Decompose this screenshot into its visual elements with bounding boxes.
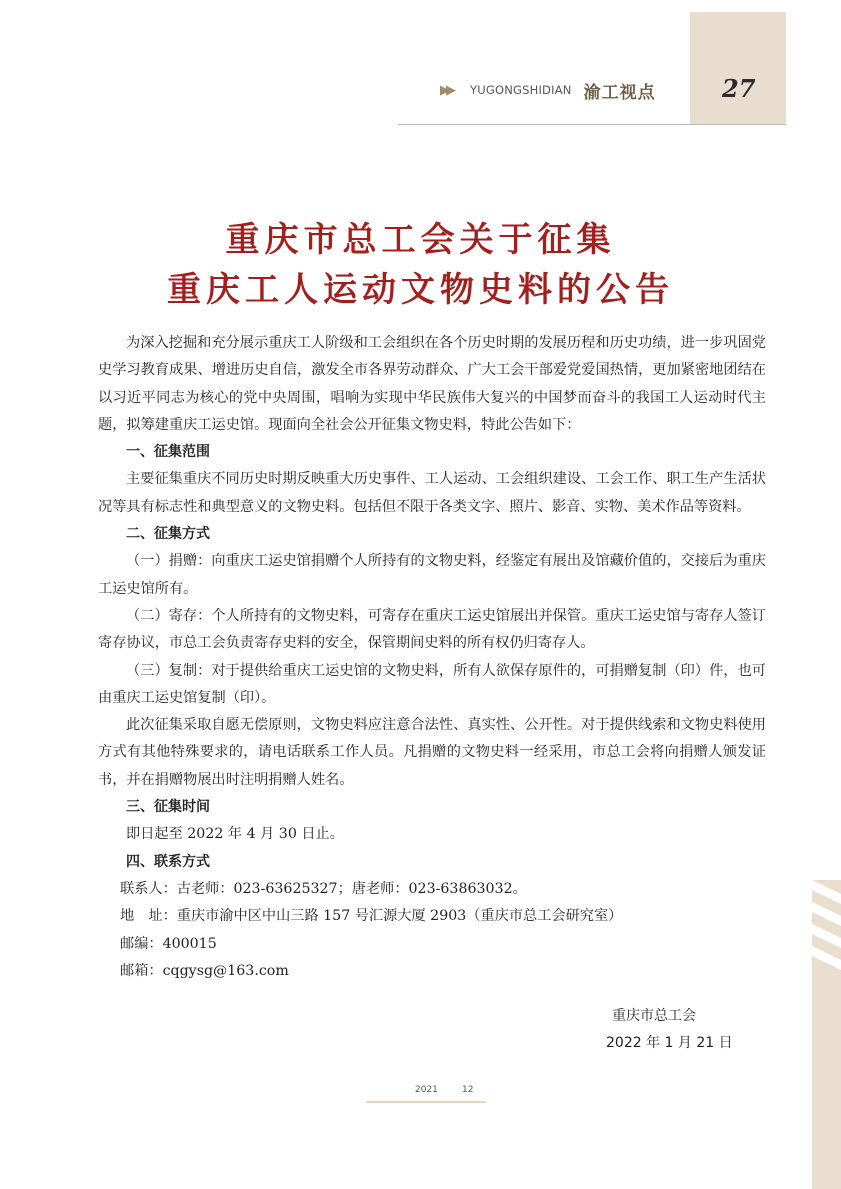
- section-heading: 三、征集时间: [126, 799, 210, 816]
- page-number: 27: [722, 74, 756, 103]
- decorative-stripes: [812, 880, 841, 1189]
- signature-organization: 重庆市总工会: [612, 1008, 696, 1024]
- intro-paragraph: 为深入挖掘和充分展示重庆工人阶级和工会组织在各个历史时期的发展历程和历史功绩，进一步巩固党史学习教育成果、增进历史自信，激发全市各界劳动群众、广大工会干部爱党爱国热情，更加紧密地团结在以习近平同志为核心的党中央周围，唱响为实现中华民族伟大复兴的中国梦而奋斗的我国工人运动时代主题，拟筹建重庆工运史馆。现面向全社会公开征集文物史料，特此公告如下：: [98, 335, 766, 433]
- running-header: [440, 78, 656, 102]
- paragraph: 主要征集重庆不同历史时期反映重大历史事件、工人运动、工会组织建设、工会工作、职工生产生活状况等具有标志性和典型意义的文物史料。包括但不限于各类文字、照片、影音、实物、美术作品等资料。: [98, 471, 766, 515]
- signature-date: 2022 年 1 月 21 日: [606, 1035, 733, 1051]
- paragraph: （二）寄存：个人所持有的文物史料，可寄存在重庆工运史馆展出并保管。重庆工运史馆与寄存人签订寄存协议，市总工会负责寄存史料的安全，保管期间史料的所有权仍归寄存人。: [98, 607, 766, 652]
- paragraph: 即日起至 2022 年 4 月 30 日止。: [126, 826, 344, 843]
- section-name-chinese: 渝工视点: [583, 82, 656, 103]
- header-divider: [398, 124, 786, 125]
- paragraph: （一）捐赠：向重庆工运史馆捐赠个人所持有的文物史料，经鉴定有展出及馆藏价值的，交接后为重庆工运史馆所有。: [98, 553, 766, 597]
- article-body: [98, 330, 766, 985]
- contact-email: 邮箱：cqgysg@163.com: [120, 962, 289, 979]
- paragraph: 此次征集采取自愿无偿原则，文物史料应注意合法性、真实性、公开性。对于提供线索和文物史料使用方式有其他特殊要求的，请电话联系工作人员。凡捐赠的文物史料一经采用，市总工会将向捐赠人颁发证书，并在捐赠物展出时注明捐赠人姓名。: [98, 717, 766, 788]
- footer-divider: [366, 1101, 486, 1103]
- paragraph: （三）复制：对于提供给重庆工运史馆的文物史料，所有人欲保存原件的，可捐赠复制（印）件，也可由重庆工运史馆复制（印）。: [98, 662, 766, 706]
- double-arrow-icon: ▶▶: [440, 82, 452, 98]
- section-heading: 二、征集方式: [126, 526, 210, 543]
- contact-person: 联系人：古老师：023-63625327；唐老师：023-63863032。: [120, 880, 527, 897]
- contact-address: 地 址：重庆市渝中区中山三路 157 号汇源大厦 2903（重庆市总工会研究室）: [120, 908, 623, 925]
- section-heading: 一、征集范围: [126, 444, 210, 461]
- section-name-latin: YUGONGSHIDIAN: [470, 83, 572, 97]
- footer-issue: 12: [462, 1085, 474, 1095]
- section-heading: 四、联系方式: [126, 853, 210, 870]
- article-title-line2: 重庆工人运动文物史料的公告: [167, 270, 674, 310]
- contact-postcode: 邮编：400015: [120, 935, 217, 952]
- footer-year: 2021: [415, 1085, 438, 1095]
- header-accent-block: [690, 12, 786, 124]
- article-title-line1: 重庆市总工会关于征集: [225, 220, 616, 260]
